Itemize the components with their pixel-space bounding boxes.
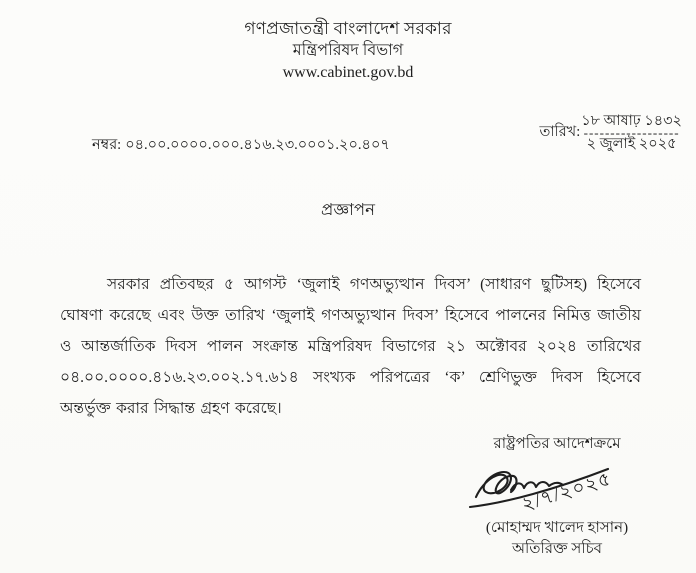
document-header	[0, 17, 696, 84]
signatory-designation: অতিরিক্ত সচিব	[511, 541, 603, 557]
signature-handwritten-date: ২/৭/২০২৫	[519, 468, 615, 516]
signature-block	[448, 434, 666, 559]
signature-scribble	[476, 472, 517, 497]
document-title: প্রজ্ঞাপন	[321, 200, 375, 219]
division-name: মন্ত্রিপরিষদ বিভাগ	[292, 42, 404, 59]
memo-number: ০৪.০০.০০০০.০০০.৪১৬.২৩.০০০১.২০.৪০৭	[125, 137, 390, 153]
memo-number-line	[92, 134, 390, 158]
date-separator: ------------------	[583, 125, 680, 140]
date-block	[539, 113, 682, 152]
website-url: www.cabinet.gov.bd	[282, 64, 414, 81]
signatory-name: (মোহাম্মদ খালেদ হাসান)	[485, 520, 629, 536]
body-paragraph: সরকার প্রতিবছর ৫ আগস্ট ‘জুলাই গণঅভ্যুত্থান দিবস’ (সাধারণ ছুটিসহ) হিসেবে ঘোষণা করেছে এবং উক্ত তারিখ ‘জুলাই গণঅভ্যুত্থান দিবস’ হিসেবে পালনের নিমিত্ত জাতীয় ও আন্তর্জাতিক দিবস পালন সংক্রান্ত মন্ত্রিপরিষদ বিভাগের ২১ অক্টোবর ২০২৪ তারিখের ০৪.০০.০০০০.৪১৬.২৩.০০২.১৭.৬১৪ সংখ্যক পরিপত্রের ‘ক’ শ্রেণিভুক্ত দিবস হিসেবে অন্তর্ভুক্ত করার সিদ্ধান্ত গ্রহণ করেছে।	[60, 276, 641, 417]
memo-label: নম্বর:	[92, 137, 122, 153]
date-gregorian: ২ জুলাই ২০২৫	[586, 136, 677, 152]
government-name: গণপ্রজাতন্ত্রী বাংলাদেশ সরকার	[244, 19, 452, 38]
signature-image	[466, 457, 656, 517]
order-text: রাষ্ট্রপতির আদেশক্রমে	[493, 436, 621, 452]
date-bangla: ১৮ আষাঢ় ১৪৩২	[581, 113, 682, 129]
date-stack	[581, 113, 682, 152]
date-label: তারিখ:	[539, 123, 581, 140]
